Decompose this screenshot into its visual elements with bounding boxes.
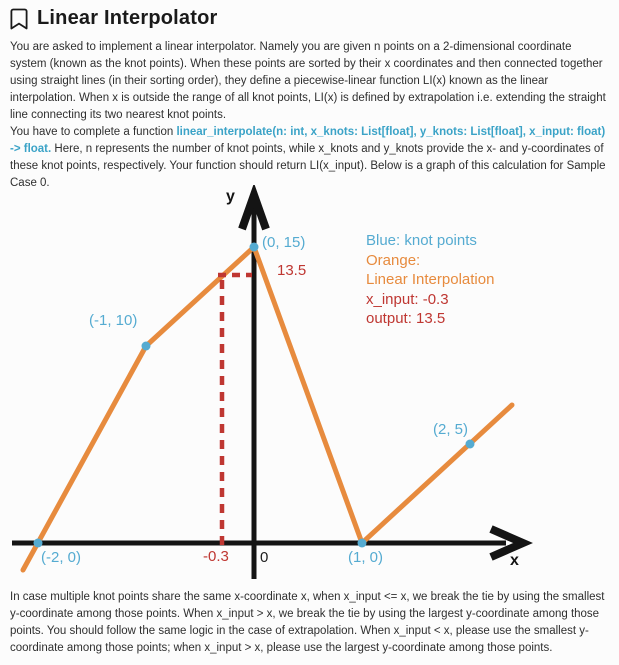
function-signature: linear_interpolate(n: int, x_knots: List[float], y_knots: List[float], x_input: float) -> float. bbox=[10, 126, 606, 155]
legend-x-input: x_input: -0.3 bbox=[366, 290, 449, 308]
point-label-minus1-10: (-1, 10) bbox=[89, 312, 138, 329]
y-axis-label: y bbox=[226, 188, 235, 205]
point-label-1-0: (1, 0) bbox=[348, 549, 384, 566]
bookmark-icon bbox=[10, 8, 28, 30]
output-value-label: 13.5 bbox=[277, 262, 307, 279]
graph-canvas bbox=[0, 185, 619, 587]
intro-paragraph-2 bbox=[10, 124, 611, 192]
knot-point-dot bbox=[250, 243, 259, 252]
x-axis-label: x bbox=[510, 552, 519, 569]
legend-knot-points: Blue: knot points bbox=[366, 232, 477, 249]
point-label-2-5: (2, 5) bbox=[433, 421, 469, 438]
knot-point-dot bbox=[34, 539, 43, 548]
knot-point-dot bbox=[466, 440, 475, 449]
origin-label: 0 bbox=[260, 549, 269, 566]
legend-orange-title: Orange: bbox=[366, 251, 421, 269]
interpolation-graph bbox=[0, 185, 619, 587]
intro-p2-suffix: Here, n represents the number of knot points, while x_knots and y_knots provide the x- and y-coordinates of these knot points, respectively. Your function should return LI(x_input). Below is a graph of this calculation for Sample Case 0. bbox=[10, 143, 606, 189]
graph-legend bbox=[366, 231, 494, 329]
point-label-0-15: (0, 15) bbox=[262, 234, 306, 251]
intro-text bbox=[10, 39, 611, 192]
point-label-minus2-0: (-2, 0) bbox=[41, 549, 82, 566]
intro-paragraph-1: You are asked to implement a linear interpolator. Namely you are given n points on a 2-dimensional coordinate system (known as the knot points). When these points are sorted by their x coordinates and then connected together using straight lines (in their sorting order), they define a piecewise-linear function LI(x) known as the linear interpolation. When x is outside the range of all knot points, LI(x) is defined by extrapolation i.e. extending the straight line connecting its two nearest knot points. bbox=[10, 41, 606, 121]
legend-orange-desc: Linear Interpolation bbox=[366, 271, 495, 288]
x-input-tick-label: -0.3 bbox=[203, 548, 229, 565]
page-header bbox=[10, 7, 218, 30]
page-title: Linear Interpolator bbox=[37, 7, 218, 29]
intro-p2-prefix: You have to complete a function bbox=[10, 126, 177, 138]
tie-breaking-note: In case multiple knot points share the same x-coordinate x, when x_input <= x, we break the tie by using the smallest y-coordinate among those points. When x_input > x, we break the tie by using the largest y-coordinate among those points. You should follow the same logic in the case of extrapolation. When x_input < x, please use the smallest y-coordinate among those points; when x_input > x, please use the largest y-coordinate among those points. bbox=[10, 591, 605, 654]
knot-point-dot bbox=[358, 539, 367, 548]
legend-output: output: 13.5 bbox=[366, 310, 446, 327]
knot-point-dot bbox=[142, 342, 151, 351]
